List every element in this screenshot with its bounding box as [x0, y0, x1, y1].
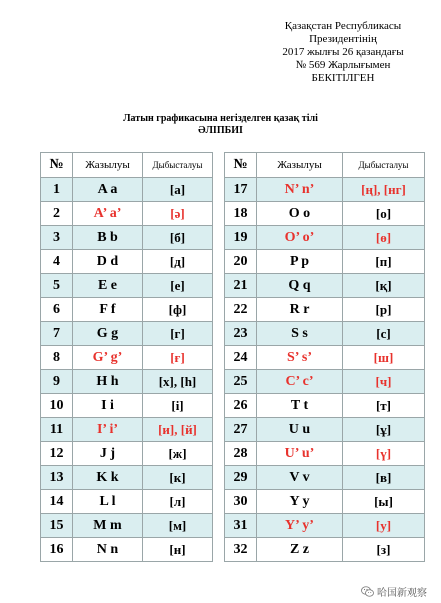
letter-number: 9: [41, 370, 73, 394]
letter-number: 32: [225, 538, 257, 562]
letter-written: C’ c’: [257, 370, 343, 394]
letter-sound: [p]: [343, 298, 425, 322]
column-gap: [213, 514, 225, 538]
letter-written: V v: [257, 466, 343, 490]
letter-written: B b: [73, 226, 143, 250]
letter-number: 24: [225, 346, 257, 370]
letter-number: 27: [225, 418, 257, 442]
letter-sound: [г]: [143, 322, 213, 346]
column-gap: [213, 418, 225, 442]
table-row: [41, 322, 425, 346]
letter-written: Z z: [257, 538, 343, 562]
letter-sound: [у]: [343, 514, 425, 538]
letter-number: 23: [225, 322, 257, 346]
table-row: [41, 202, 425, 226]
letter-written: U u: [257, 418, 343, 442]
letter-sound: [a]: [143, 178, 213, 202]
header-number: №: [225, 153, 257, 178]
letter-number: 10: [41, 394, 73, 418]
table-row: [41, 466, 425, 490]
column-gap: [213, 298, 225, 322]
letter-sound: [қ]: [343, 274, 425, 298]
letter-written: P p: [257, 250, 343, 274]
letter-sound: [л]: [143, 490, 213, 514]
approval-line: Президентінің: [309, 33, 377, 45]
column-gap: [213, 226, 225, 250]
letter-written: D d: [73, 250, 143, 274]
letter-sound: [б]: [143, 226, 213, 250]
table-row: [41, 298, 425, 322]
letter-sound: [ш]: [343, 346, 425, 370]
letter-number: 6: [41, 298, 73, 322]
column-gap: [213, 490, 225, 514]
letter-written: R r: [257, 298, 343, 322]
letter-number: 20: [225, 250, 257, 274]
header-sound: Дыбысталуы: [343, 153, 425, 178]
column-gap: [213, 346, 225, 370]
header-sound: Дыбысталуы: [143, 153, 213, 178]
letter-written: G’ g’: [73, 346, 143, 370]
letter-number: 15: [41, 514, 73, 538]
letter-sound: [н]: [143, 538, 213, 562]
letter-number: 19: [225, 226, 257, 250]
letter-number: 29: [225, 466, 257, 490]
letter-number: 5: [41, 274, 73, 298]
letter-sound: [ф]: [143, 298, 213, 322]
column-gap: [213, 466, 225, 490]
column-gap: [213, 274, 225, 298]
letter-written: F f: [73, 298, 143, 322]
header-written: Жазылуы: [257, 153, 343, 178]
column-gap: [213, 178, 225, 202]
letter-sound: [ғ]: [143, 346, 213, 370]
document-title-line1: Латын графикасына негізделген қазақ тілі: [123, 113, 318, 124]
letter-sound: [т]: [343, 394, 425, 418]
table-row: [41, 250, 425, 274]
column-gap: [213, 370, 225, 394]
column-gap: [213, 202, 225, 226]
letter-number: 18: [225, 202, 257, 226]
table-row: [41, 370, 425, 394]
column-gap: [213, 153, 225, 178]
letter-sound: [ы]: [343, 490, 425, 514]
table-row: [41, 274, 425, 298]
letter-written: K k: [73, 466, 143, 490]
table-row: [41, 442, 425, 466]
approval-line: БЕКІТІЛГЕН: [311, 72, 375, 84]
letter-sound: [з]: [343, 538, 425, 562]
letter-sound: [ə]: [143, 202, 213, 226]
letter-sound: [в]: [343, 466, 425, 490]
letter-number: 4: [41, 250, 73, 274]
letter-sound: [e]: [143, 274, 213, 298]
letter-sound: [ч]: [343, 370, 425, 394]
letter-number: 22: [225, 298, 257, 322]
letter-sound: [ж]: [143, 442, 213, 466]
column-gap: [213, 538, 225, 562]
letter-sound: [ү]: [343, 442, 425, 466]
header-number: №: [41, 153, 73, 178]
letter-number: 3: [41, 226, 73, 250]
table-row: [41, 418, 425, 442]
alphabet-table: [40, 152, 425, 562]
approval-line: 2017 жылғы 26 қазандағы: [282, 46, 404, 58]
letter-written: J j: [73, 442, 143, 466]
letter-written: O o: [257, 202, 343, 226]
letter-written: S s: [257, 322, 343, 346]
letter-number: 31: [225, 514, 257, 538]
table-row: [41, 490, 425, 514]
letter-written: A a: [73, 178, 143, 202]
letter-number: 26: [225, 394, 257, 418]
table-row: [41, 394, 425, 418]
letter-sound: [п]: [343, 250, 425, 274]
table-row: [41, 178, 425, 202]
table-header-row: [41, 153, 425, 178]
document-title: [0, 113, 441, 137]
approval-block: [258, 20, 428, 85]
letter-written: O’ o’: [257, 226, 343, 250]
letter-sound: [x], [h]: [143, 370, 213, 394]
letter-sound: [c]: [343, 322, 425, 346]
letter-number: 13: [41, 466, 73, 490]
watermark: [361, 583, 427, 599]
letter-number: 14: [41, 490, 73, 514]
letter-sound: [i]: [143, 394, 213, 418]
letter-written: M m: [73, 514, 143, 538]
approval-line: № 569 Жарлығымен: [295, 59, 391, 71]
table-row: [41, 514, 425, 538]
letter-written: N’ n’: [257, 178, 343, 202]
letter-written: Y y: [257, 490, 343, 514]
column-gap: [213, 394, 225, 418]
letter-written: U’ u’: [257, 442, 343, 466]
letter-number: 30: [225, 490, 257, 514]
letter-written: S’ s’: [257, 346, 343, 370]
column-gap: [213, 250, 225, 274]
letter-number: 28: [225, 442, 257, 466]
letter-sound: [ұ]: [343, 418, 425, 442]
table-row: [41, 226, 425, 250]
document-title-line2: ӘЛІПБИІ: [198, 125, 243, 136]
letter-sound: [ң], [нг]: [343, 178, 425, 202]
letter-written: H h: [73, 370, 143, 394]
letter-sound: [и], [й]: [143, 418, 213, 442]
letter-written: T t: [257, 394, 343, 418]
letter-written: N n: [73, 538, 143, 562]
letter-written: L l: [73, 490, 143, 514]
letter-written: G g: [73, 322, 143, 346]
letter-number: 16: [41, 538, 73, 562]
letter-written: A’ a’: [73, 202, 143, 226]
table-row: [41, 538, 425, 562]
letter-sound: [o]: [343, 202, 425, 226]
table-row: [41, 346, 425, 370]
letter-number: 2: [41, 202, 73, 226]
letter-written: I’ i’: [73, 418, 143, 442]
column-gap: [213, 442, 225, 466]
letter-number: 8: [41, 346, 73, 370]
letter-sound: [м]: [143, 514, 213, 538]
letter-written: Q q: [257, 274, 343, 298]
letter-number: 12: [41, 442, 73, 466]
letter-sound: [к]: [143, 466, 213, 490]
letter-number: 25: [225, 370, 257, 394]
letter-number: 1: [41, 178, 73, 202]
approval-line: Қазақстан Республикасы: [284, 20, 402, 32]
letter-sound: [д]: [143, 250, 213, 274]
watermark-text: 哈国新观察: [377, 587, 427, 599]
wechat-icon: [361, 586, 374, 597]
letter-number: 21: [225, 274, 257, 298]
letter-written: Y’ y’: [257, 514, 343, 538]
letter-number: 7: [41, 322, 73, 346]
header-written: Жазылуы: [73, 153, 143, 178]
letter-number: 11: [41, 418, 73, 442]
letter-number: 17: [225, 178, 257, 202]
letter-sound: [ө]: [343, 226, 425, 250]
column-gap: [213, 322, 225, 346]
letter-written: E e: [73, 274, 143, 298]
letter-written: I i: [73, 394, 143, 418]
